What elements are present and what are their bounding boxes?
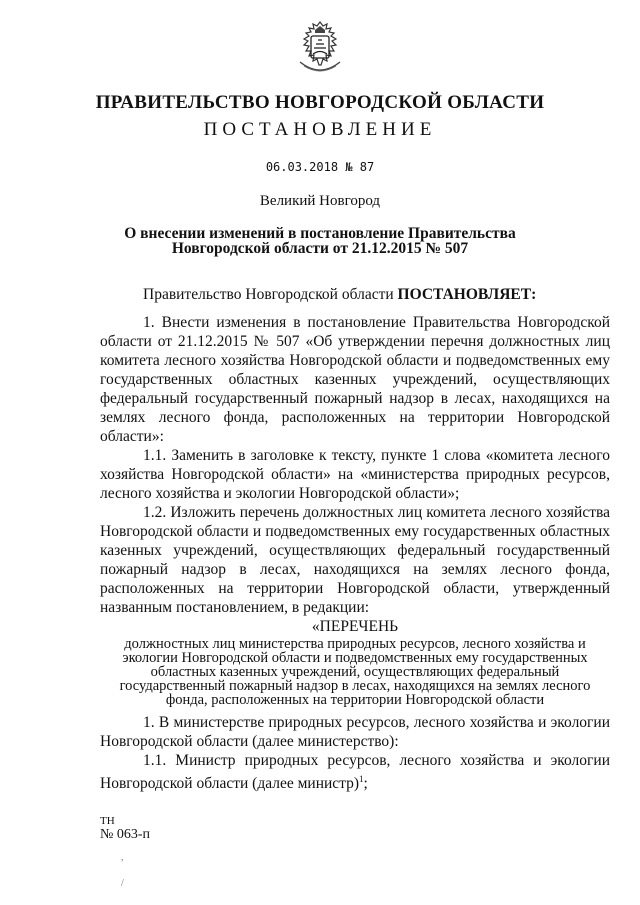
scan-mark: , [121, 852, 124, 863]
footnote-mark: 1 [359, 774, 364, 784]
list-title: «ПЕРЕЧЕНЬ [311, 618, 399, 635]
decree-word: ПОСТАНОВЛЯЕТ: [397, 286, 537, 303]
subject-line-2: Новгородской области от 21.12.2015 № 507 [171, 240, 469, 257]
list-item-1-1 [100, 751, 610, 793]
list-item-1: 1. В министерстве природных ресурсов, лесного хозяйства и экологии Новгородской области (далее министерство): [100, 714, 610, 750]
executor-initials: ТН [100, 815, 115, 827]
document-subject [0, 226, 640, 256]
lead-text: Правительство Новгородской области [143, 286, 398, 303]
document-code: № 063-п [100, 827, 151, 842]
list-subtitle: должностных лиц министерства природных ресурсов, лесного хозяйства и экологии Новгородской области и подведомственных ему государственных областных казенных учреждений, осуществляющих федеральный государственный пожарный надзор в лесах, находящихся на землях лесного фонда, расположенных на территории Новгородской области [119, 636, 591, 708]
date-and-number: 06.03.2018 № 87 [265, 160, 375, 174]
scan-mark: / [121, 878, 124, 889]
list-item-1-1-text: 1.1. Министр природных ресурсов, лесного хозяйства и экологии Новгородской области (далее министр) [100, 752, 610, 793]
paragraph-1: 1. Внести изменения в постановление Правительства Новгородской области от 21.12.2015 № 507 «Об утверждении перечня должностных лиц комитета лесного хозяйства Новгородской области и подведомственных ему государственных областных казенных учреждений, осуществляющих федеральный государственный пожарный надзор в лесах, находящихся на землях лесного фонда, расположенных на территории Новгородской области»: [100, 314, 610, 445]
paragraph-1-2: 1.2. Изложить перечень должностных лиц комитета лесного хозяйства Новгородской области и подведомственных ему государственных областных казенных учреждений, осуществляющих федеральный государственный пожарный надзор в лесах, находящихся на землях лесного фонда, расположенных на территории Новгородской области, утвержденный названным постановлением, в редакции: [100, 504, 610, 616]
paragraph-1-1: 1.1. Заменить в заголовке к тексту, пункте 1 слова «комитета лесного хозяйства Новгородской области» на «министерства природных ресурсов, лесного хозяйства и экологии Новгородской области»; [100, 447, 610, 502]
government-name: ПРАВИТЕЛЬСТВО НОВГОРОДСКОЙ ОБЛАСТИ [95, 92, 545, 113]
list-item-1-1-end: ; [363, 775, 368, 793]
city: Великий Новгород [259, 193, 381, 209]
subject-line-1: О внесении изменений в постановление Правительства [124, 225, 516, 242]
lead-paragraph [100, 285, 610, 304]
document-body [100, 285, 610, 793]
document-type: ПОСТАНОВЛЕНИЕ [203, 119, 437, 140]
coat-of-arms-icon [290, 18, 350, 82]
